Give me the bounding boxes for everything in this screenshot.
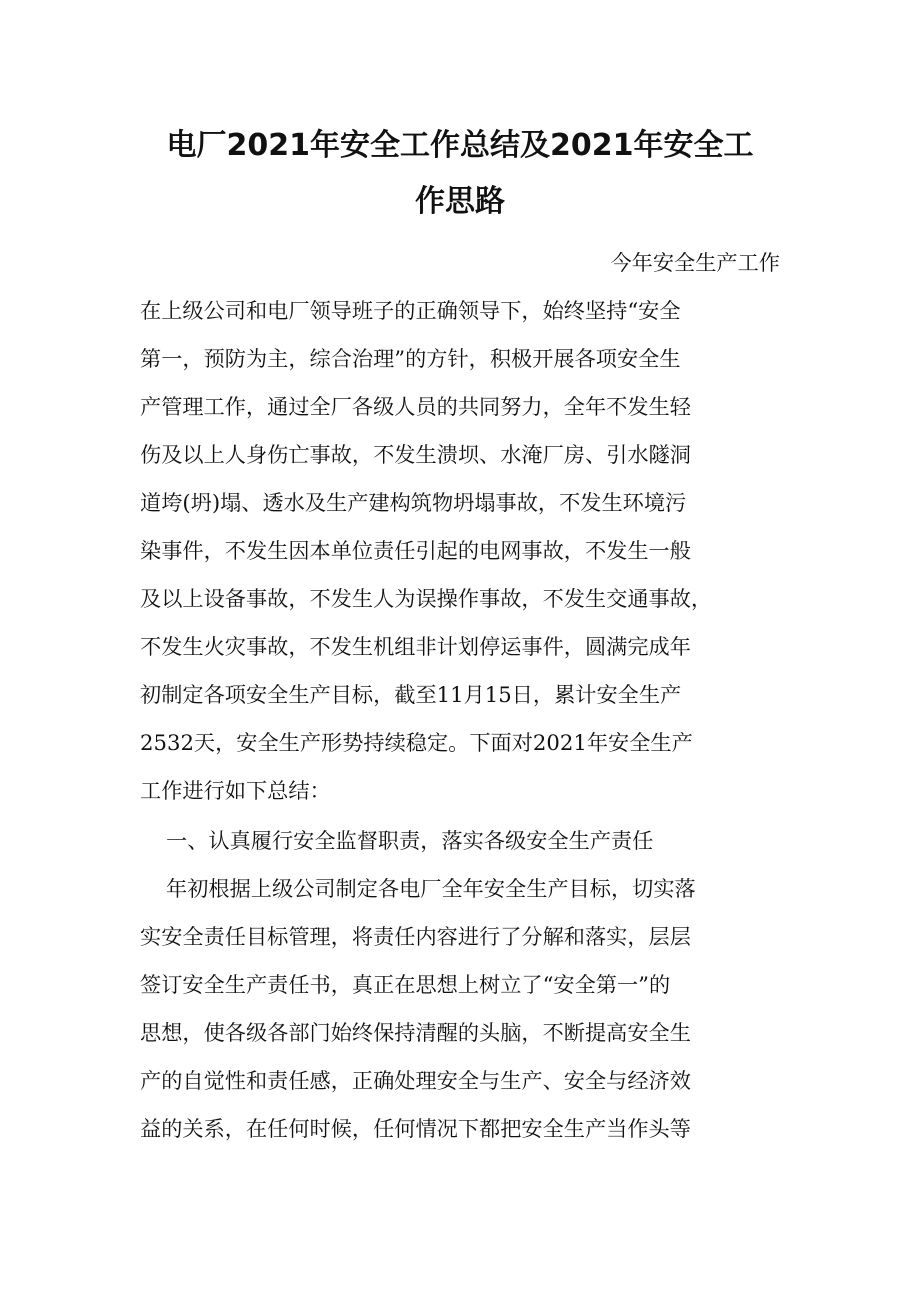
section-line: 产的自觉性和责任感，正确处理安全与生产、安全与经济效: [140, 1068, 691, 1093]
body-line: 产管理工作，通过全厂各级人员的共同努力，全年不发生轻: [140, 394, 691, 419]
body-line: 在上级公司和电厂领导班子的正确领导下，始终坚持“安全: [140, 298, 681, 323]
section-line: 益的关系，在任何时候，任何情况下都把安全生产当作头等: [140, 1116, 691, 1141]
body-line: 初制定各项安全生产目标，截至11月15日，累计安全生产: [140, 682, 682, 707]
document-title: [138, 118, 782, 230]
body-line: 伤及以上人身伤亡事故，不发生溃坝、水淹厂房、引水隧洞: [140, 442, 691, 467]
body-line: 不发生火灾事故，不发生机组非计划停运事件，圆满完成年: [140, 634, 691, 659]
body-line: 2532天，安全生产形势持续稳定。下面对2021年安全生产: [140, 730, 693, 755]
body-line: 第一，预防为主，综合治理”的方针，积极开展各项安全生: [140, 346, 681, 371]
section-line: 签订安全生产责任书，真正在思想上树立了“安全第一”的: [140, 972, 671, 997]
body-line: 工作进行如下总结：: [140, 778, 331, 803]
body-line: 道垮(坍)塌、透水及生产建构筑物坍塌事故，不发生环境污: [140, 490, 687, 515]
section-heading: 一、认真履行安全监督职责，落实各级安全生产责任: [166, 828, 654, 853]
body-line: 今年安全生产工作: [610, 250, 780, 275]
section-line: 思想，使各级各部门始终保持清醒的头脑，不断提高安全生: [140, 1020, 691, 1045]
title-line-2: 作思路: [415, 184, 505, 219]
title-line-1: 电厂2021年安全工作总结及2021年安全工: [166, 128, 754, 163]
section-line: 年初根据上级公司制定各电厂全年安全生产目标，切实落: [166, 876, 696, 901]
body-line: 染事件，不发生因本单位责任引起的电网事故，不发生一般: [140, 538, 691, 563]
body-line: 及以上设备事故，不发生人为误操作事故，不发生交通事故，: [140, 586, 713, 611]
section-line: 实安全责任目标管理，将责任内容进行了分解和落实，层层: [140, 924, 691, 949]
